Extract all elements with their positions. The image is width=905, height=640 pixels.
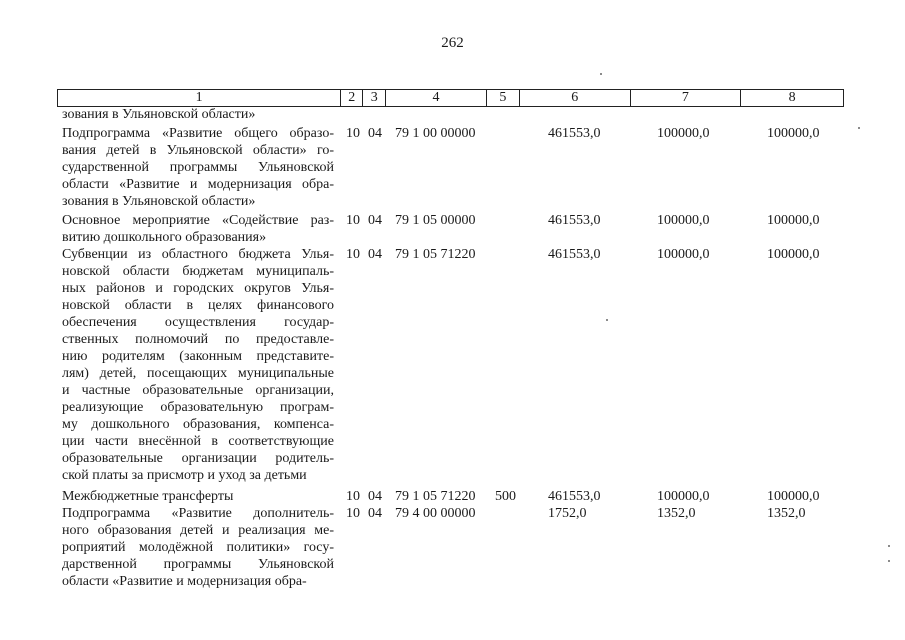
row-description bbox=[62, 488, 334, 505]
header-col-1: 1 bbox=[58, 90, 341, 106]
amount-col-6: 461553,0 bbox=[548, 489, 601, 504]
description-line: Межбюджетные трансферты bbox=[62, 489, 234, 504]
description-line: Подпрограмма «Развитие общего образо- bbox=[62, 126, 334, 141]
description-line: дарственной программы Ульяновской bbox=[62, 557, 334, 572]
amount-col-8: 100000,0 bbox=[767, 247, 820, 262]
scan-speck bbox=[858, 127, 860, 129]
amount-col-6: 461553,0 bbox=[548, 126, 601, 141]
description-line: области «Развитие и модернизация обра- bbox=[62, 177, 334, 192]
subsection-code: 04 bbox=[368, 506, 382, 521]
amount-col-7: 100000,0 bbox=[657, 489, 710, 504]
description-line: вания детей в Ульяновской области» го- bbox=[62, 143, 334, 158]
header-col-7: 7 bbox=[631, 90, 742, 106]
description-line: нию родителям (законным представите- bbox=[62, 349, 334, 364]
target-article-code: 79 1 05 71220 bbox=[395, 489, 476, 504]
amount-col-6: 1752,0 bbox=[548, 506, 587, 521]
amount-col-8: 100000,0 bbox=[767, 213, 820, 228]
expense-type-code: 500 bbox=[495, 489, 516, 504]
target-article-code: 79 4 00 00000 bbox=[395, 506, 476, 521]
row-description bbox=[62, 106, 334, 123]
subsection-code: 04 bbox=[368, 213, 382, 228]
scan-speck bbox=[888, 560, 890, 562]
description-line: ных районов и городских округов Улья- bbox=[62, 281, 334, 296]
scan-speck bbox=[600, 73, 602, 75]
row-description bbox=[62, 125, 334, 210]
amount-col-7: 100000,0 bbox=[657, 213, 710, 228]
target-article-code: 79 1 00 00000 bbox=[395, 126, 476, 141]
description-line: сударственной программы Ульяновской bbox=[62, 160, 334, 175]
row-description bbox=[62, 212, 334, 246]
description-line: ственных полномочий по предоставле- bbox=[62, 332, 334, 347]
description-line: ской платы за присмотр и уход за детьми bbox=[62, 468, 307, 483]
table-header-row bbox=[57, 89, 844, 107]
section-code: 10 bbox=[346, 126, 360, 141]
description-line: витию дошкольного образования» bbox=[62, 230, 267, 245]
description-line: му дошкольного образования, компенса- bbox=[62, 417, 334, 432]
description-line: зования в Ульяновской области» bbox=[62, 194, 256, 209]
row-description bbox=[62, 246, 334, 484]
target-article-code: 79 1 05 00000 bbox=[395, 213, 476, 228]
section-code: 10 bbox=[346, 247, 360, 262]
subsection-code: 04 bbox=[368, 126, 382, 141]
description-line: ции части внесённой в соответствующие bbox=[62, 434, 334, 449]
page-number: 262 bbox=[441, 35, 464, 51]
description-line: роприятий молодёжной политики» госу- bbox=[62, 540, 334, 555]
amount-col-6: 461553,0 bbox=[548, 213, 601, 228]
section-code: 10 bbox=[346, 213, 360, 228]
description-line: Подпрограмма «Развитие дополнитель- bbox=[62, 506, 334, 521]
header-col-8: 8 bbox=[788, 90, 796, 105]
amount-col-8: 100000,0 bbox=[767, 489, 820, 504]
header-col-6: 6 bbox=[520, 90, 631, 106]
description-line: ного образования детей и реализация ме- bbox=[62, 523, 334, 538]
description-line: Субвенции из областного бюджета Улья- bbox=[62, 247, 334, 262]
header-col-5: 5 bbox=[487, 90, 520, 106]
amount-col-7: 100000,0 bbox=[657, 247, 710, 262]
row-description bbox=[62, 505, 334, 590]
description-line: новской области бюджетам муниципаль- bbox=[62, 264, 334, 279]
amount-col-8: 1352,0 bbox=[767, 506, 806, 521]
subsection-code: 04 bbox=[368, 489, 382, 504]
amount-col-8: 100000,0 bbox=[767, 126, 820, 141]
amount-col-7: 100000,0 bbox=[657, 126, 710, 141]
amount-col-7: 1352,0 bbox=[657, 506, 696, 521]
section-code: 10 bbox=[346, 489, 360, 504]
amount-col-6: 461553,0 bbox=[548, 247, 601, 262]
scan-speck bbox=[606, 319, 608, 321]
section-code: 10 bbox=[346, 506, 360, 521]
subsection-code: 04 bbox=[368, 247, 382, 262]
description-line: зования в Ульяновской области» bbox=[62, 107, 256, 122]
description-line: реализующие образовательную програм- bbox=[62, 400, 334, 415]
description-line: Основное мероприятие «Содействие раз- bbox=[62, 213, 334, 228]
description-line: и частные образовательные организации, bbox=[62, 383, 334, 398]
description-line: лям) детей, посещающих муниципальные bbox=[62, 366, 334, 381]
description-line: обеспечения осуществления государ- bbox=[62, 315, 334, 330]
description-line: новской области в целях финансового bbox=[62, 298, 334, 313]
target-article-code: 79 1 05 71220 bbox=[395, 247, 476, 262]
description-line: области «Развитие и модернизация обра- bbox=[62, 574, 307, 589]
scan-speck bbox=[888, 545, 890, 547]
description-line: образовательные организации родитель- bbox=[62, 451, 334, 466]
header-col-3: 3 bbox=[363, 90, 386, 106]
header-col-4: 4 bbox=[386, 90, 487, 106]
header-col-2: 2 bbox=[341, 90, 363, 106]
